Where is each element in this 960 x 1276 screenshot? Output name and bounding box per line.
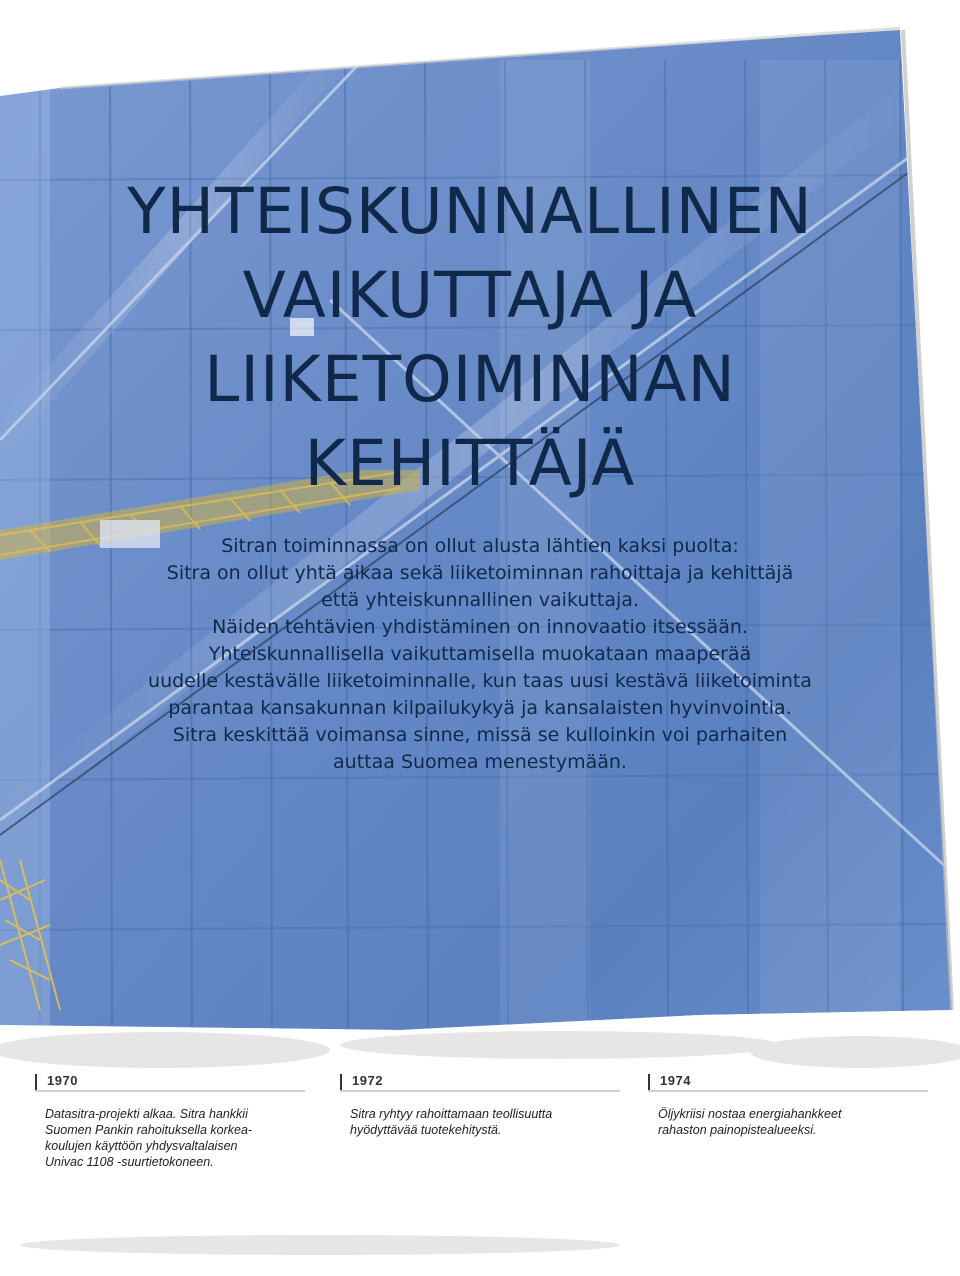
- timeline-event-line: rahaston painopistealueeksi.: [658, 1123, 817, 1137]
- timeline-event-text: [658, 1106, 841, 1138]
- intro-line: Sitra keskittää voimansa sinne, missä se kulloinkin voi parhaiten: [172, 724, 788, 746]
- timeline-event-line: koulujen käyttöön yhdysvaltalaisen: [45, 1139, 238, 1153]
- timeline-year: 1972: [352, 1073, 383, 1088]
- timeline-event-text: [350, 1106, 552, 1138]
- page-title-line: LIIKETOIMINNAN: [204, 343, 736, 416]
- intro-line: auttaa Suomea menestymään.: [333, 751, 627, 773]
- intro-line: Näiden tehtävien yhdistäminen on innovaatio itsessään.: [212, 616, 748, 638]
- page-title-line: VAIKUTTAJA JA: [242, 259, 698, 332]
- timeline-year: 1970: [47, 1073, 78, 1088]
- intro-line: parantaa kansakunnan kilpailukykyä ja kansalaisten hyvinvointia.: [168, 697, 792, 719]
- timeline-event-line: Suomen Pankin rahoituksella korkea-: [45, 1123, 253, 1137]
- timeline-year: 1974: [660, 1073, 691, 1088]
- intro-line: Sitran toiminnassa on ollut alusta lähtien kaksi puolta:: [221, 535, 739, 557]
- timeline: [0, 1060, 960, 1240]
- timeline-event-line: Sitra ryhtyy rahoittamaan teollisuutta: [350, 1107, 553, 1121]
- page-title-line: YHTEISKUNNALLINEN: [127, 175, 813, 248]
- intro-paragraph: [80, 533, 880, 776]
- timeline-rule: [35, 1090, 305, 1092]
- timeline-event-text: [45, 1106, 252, 1170]
- timeline-event-line: Univac 1108 -suurtietokoneen.: [45, 1155, 214, 1169]
- timeline-event-line: Datasitra-projekti alkaa. Sitra hankkii: [45, 1107, 248, 1121]
- timeline-event-line: hyödyttävää tuotekehitystä.: [350, 1123, 502, 1137]
- intro-line: Yhteiskunnallisella vaikuttamisella muokataan maaperää: [208, 643, 752, 665]
- intro-line: uudelle kestävälle liiketoiminnalle, kun taas uusi kestävä liiketoiminta: [148, 670, 812, 692]
- intro-line: että yhteiskunnallinen vaikuttaja.: [321, 589, 639, 611]
- timeline-rule: [340, 1090, 620, 1092]
- page-title: [60, 170, 880, 506]
- intro-line: Sitra on ollut yhtä aikaa sekä liiketoiminnan rahoittaja ja kehittäjä: [166, 562, 794, 584]
- timeline-rule: [648, 1090, 928, 1092]
- timeline-event-line: Öljykriisi nostaa energiahankkeet: [658, 1107, 842, 1121]
- page-title-line: KEHITTÄJÄ: [304, 427, 636, 500]
